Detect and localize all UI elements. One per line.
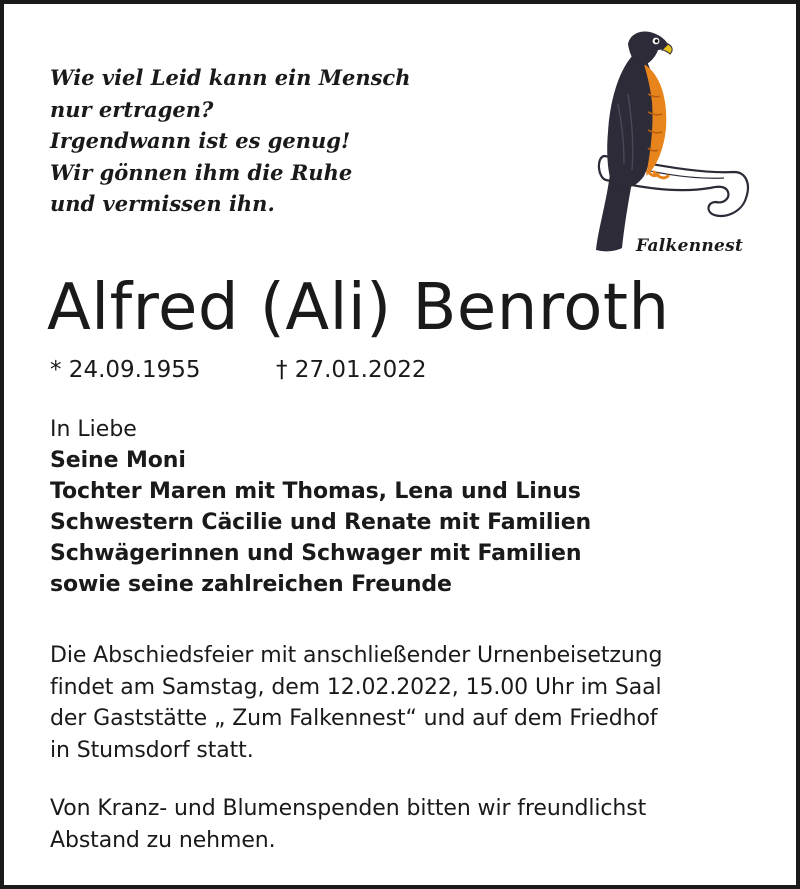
mourner-entry: Schwägerinnen und Schwager mit Familien [50,541,582,566]
deceased-name: Alfred (Ali) Benroth [47,271,670,345]
mourners-intro: In Liebe [50,417,137,442]
quote-line: nur ertragen? [50,96,214,122]
quote-line: und vermissen ihn. [50,191,275,216]
ceremony-line: der Gaststätte „ Zum Falkennest“ und auf dem Friedhof [50,706,658,731]
donations-paragraph [50,793,770,856]
mourner-entry: sowie seine zahlreichen Freunde [50,572,452,597]
ceremony-line: findet am Samstag, dem 12.02.2022, 15.00 Uhr im Saal [50,674,662,700]
mourner-entry: Schwestern Cäcilie und Renate mit Familien [50,510,592,535]
falcon-icon [584,24,756,270]
mourners-list [50,414,591,600]
birth-date: * 24.09.1955 [50,357,201,383]
donations-line: Abstand zu nehmen. [50,827,276,853]
mourner-entry: Seine Moni [50,448,186,473]
memorial-quote [50,62,550,220]
death-date: † 27.01.2022 [276,357,427,383]
ceremony-paragraph [50,640,770,766]
falkennest-emblem [584,24,756,270]
quote-line: Wie viel Leid kann ein Mensch [50,65,411,90]
ceremony-line: Die Abschiedsfeier mit anschließender Urnenbeisetzung [50,643,663,668]
donations-line: Von Kranz- und Blumenspenden bitten wir freundlichst [50,796,647,821]
quote-line: Wir gönnen ihm die Ruhe [50,159,353,185]
mourner-entry: Tochter Maren mit Thomas, Lena und Linus [50,479,581,504]
emblem-label: Falkennest [636,236,744,256]
ceremony-line: in Stumsdorf statt. [50,737,254,763]
quote-line: Irgendwann ist es genug! [50,128,351,153]
